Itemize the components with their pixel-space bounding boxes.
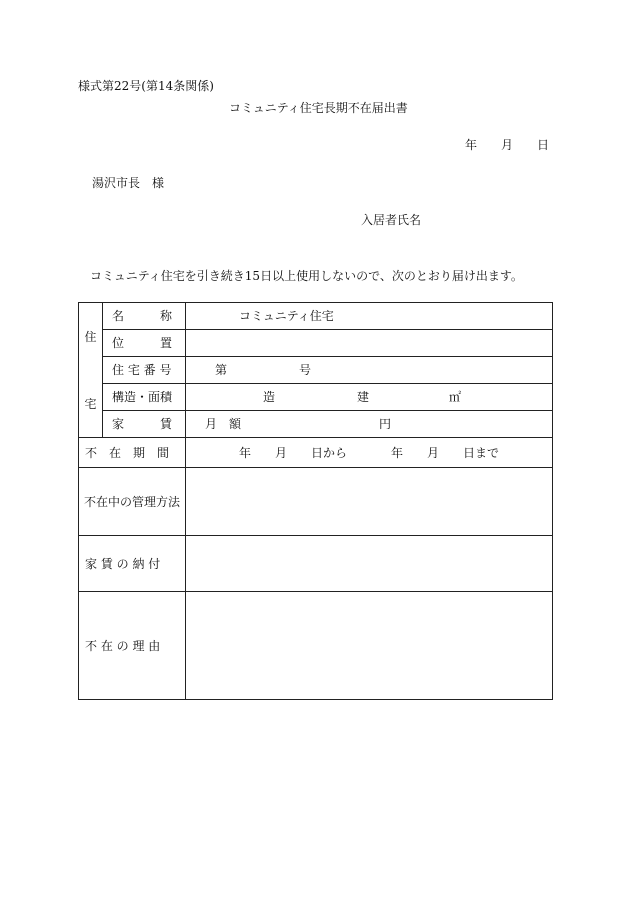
name-value-cell[interactable] — [186, 303, 553, 330]
application-table — [78, 302, 553, 700]
rent-payment-cell[interactable] — [186, 536, 553, 592]
management-method-label: 不在中の管理方法 — [84, 494, 181, 509]
date-year-label: 年 — [465, 138, 478, 152]
period-from: 日から — [311, 445, 348, 460]
period-to: 日まで — [463, 445, 500, 460]
absence-period-label: 不 在 期 間 — [85, 445, 170, 460]
structure-area-cell[interactable] — [186, 384, 553, 411]
document-title: コミュニティ住宅長期不在届出書 — [229, 101, 408, 115]
location-value-cell[interactable] — [186, 330, 553, 357]
absence-period-cell[interactable] — [186, 438, 553, 468]
housing-header-bottom: 宅 — [84, 396, 97, 411]
rent-cell[interactable] — [186, 411, 553, 438]
rent-label: 家 賃 — [103, 411, 186, 438]
name-value: コミュニティ住宅 — [239, 309, 334, 323]
name-label: 名 称 — [103, 303, 186, 330]
form-number: 様式第22号(第14条関係) — [78, 79, 214, 93]
period-month-1: 月 — [275, 445, 288, 460]
housing-number-label: 住 宅 番 号 — [103, 357, 186, 384]
housing-header-top: 住 — [84, 329, 97, 344]
rent-unit: 円 — [379, 417, 392, 431]
period-year-1: 年 — [239, 445, 252, 460]
rent-payment-label: 家 賃 の 納 付 — [85, 556, 161, 571]
structure-unit: ㎡ — [449, 390, 462, 404]
management-method-cell[interactable] — [186, 468, 553, 536]
statement: コミュニティ住宅を引き続き15日以上使用しないので、次のとおり届け出ます。 — [90, 269, 523, 283]
addressee: 湯沢市長 様 — [92, 176, 165, 190]
management-method-label-cell — [79, 468, 186, 536]
structure-area-label: 構造・面積 — [103, 384, 186, 411]
structure-kind: 造 — [263, 390, 276, 404]
structure-build: 建 — [357, 390, 370, 404]
housing-number-suffix: 号 — [299, 363, 312, 377]
rent-payment-label-cell — [79, 536, 186, 592]
rent-monthly-label: 月 額 — [205, 417, 242, 431]
housing-number-prefix: 第 — [215, 363, 228, 377]
housing-number-cell[interactable] — [186, 357, 553, 384]
housing-header-cell — [79, 303, 103, 438]
absence-period-label-cell — [79, 438, 186, 468]
date-month-label: 月 — [501, 138, 514, 152]
absence-reason-cell[interactable] — [186, 592, 553, 700]
absence-reason-label-cell — [79, 592, 186, 700]
period-month-2: 月 — [427, 445, 440, 460]
absence-reason-label: 不 在 の 理 由 — [85, 638, 161, 653]
date-day-label: 日 — [537, 138, 550, 152]
resident-name-label: 入居者氏名 — [361, 213, 422, 227]
period-year-2: 年 — [391, 445, 404, 460]
location-label: 位 置 — [103, 330, 186, 357]
